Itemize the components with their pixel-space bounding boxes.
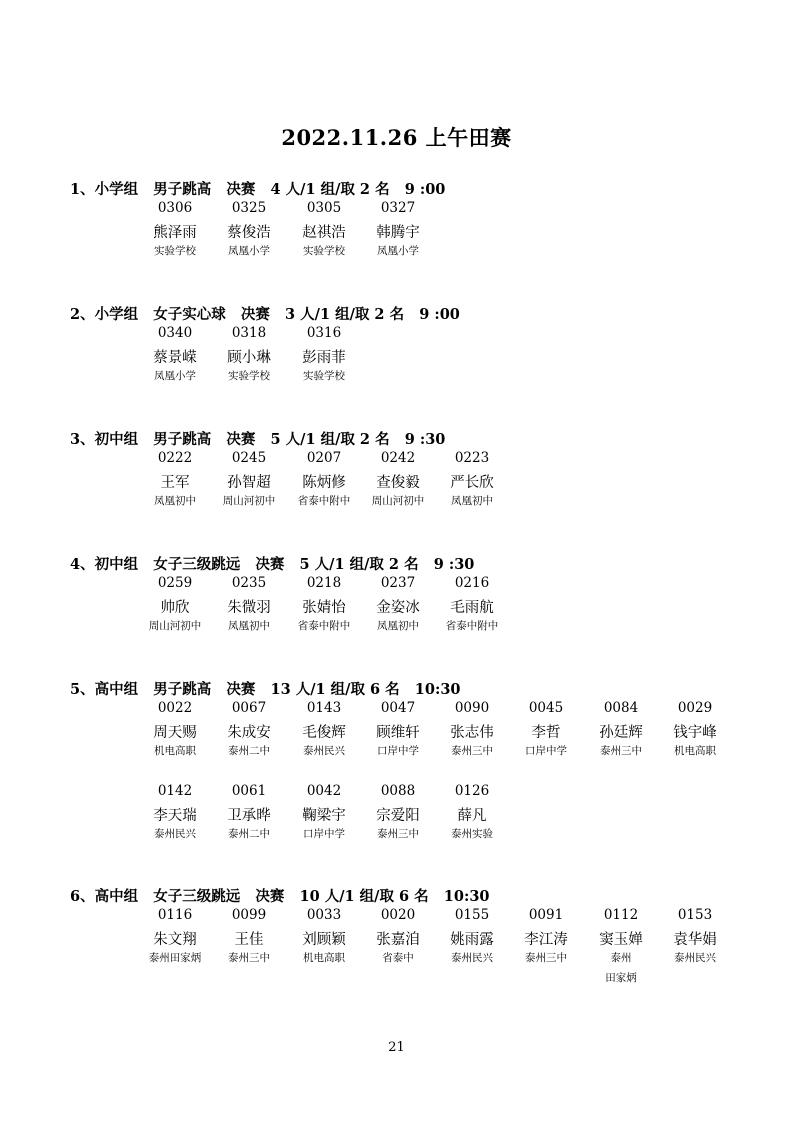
athlete-school: 凤凰小学 [377,245,419,257]
athlete-name: 孙智超 [227,475,271,491]
athlete-code: 0327 [380,200,416,216]
athlete-school: 凤凰小学 [228,245,270,257]
athlete-code: 0099 [231,907,267,923]
event-block [0,885,793,1025]
athlete-code: 0143 [306,700,342,716]
event-block [0,303,793,443]
athlete-code: 0318 [231,325,267,341]
athlete-code: 0116 [157,907,193,923]
athlete-school: 泰州三中 [451,745,493,757]
athlete-school: 省泰中 [382,952,414,964]
page-title: 2022.11.26 上午田赛 [281,125,512,150]
athlete-name: 顾小琳 [227,350,271,366]
athlete-school: 泰州二中 [228,828,270,840]
page-number: 21 [388,1040,405,1055]
athlete-school: 周山河初中 [222,495,276,507]
athlete-name: 姚雨露 [450,932,494,948]
athlete-name: 刘顾颖 [302,932,346,948]
athlete-school: 泰州三中 [228,952,270,964]
athlete-code: 0207 [306,450,342,466]
athlete-name: 孙廷辉 [599,725,643,741]
athlete-name: 朱文翔 [153,932,197,948]
athlete-name: 王军 [160,475,190,491]
athlete-school: 实验学校 [228,370,270,382]
event-block [0,428,793,568]
athlete-school: 口岸中学 [303,828,345,840]
athlete-school: 实验学校 [303,370,345,382]
athlete-code: 0237 [380,575,416,591]
athlete-name: 顾维轩 [376,725,420,741]
athlete-code: 0045 [528,700,564,716]
athlete-code: 0088 [380,783,416,799]
athlete-school: 机电高职 [303,952,345,964]
athlete-code: 0061 [231,783,267,799]
athlete-name: 钱宇峰 [673,725,717,741]
athlete-name: 窦玉婵 [599,932,643,948]
athlete-code: 0022 [157,700,193,716]
athlete-school: 凤凰初中 [228,620,270,632]
athlete-name: 王佳 [234,932,264,948]
athlete-school: 凤凰小学 [154,370,196,382]
athlete-name: 韩腾宇 [376,225,420,241]
athlete-code: 0223 [454,450,490,466]
athlete-school: 泰州三中 [377,828,419,840]
athlete-code: 0235 [231,575,267,591]
athlete-school: 周山河初中 [148,620,202,632]
athlete-code: 0340 [157,325,193,341]
athlete-school: 泰州民兴 [303,745,345,757]
athlete-school: 泰州民兴 [674,952,716,964]
athlete-school: 省泰中附中 [297,495,351,507]
athlete-school: 泰州二中 [228,745,270,757]
athlete-school: 泰州三中 [525,952,567,964]
event-heading: 6、高中组 女子三级跳远 决赛 10 人/1 组/取 6 名 10:30 [70,888,490,905]
athlete-school: 泰州民兴 [154,828,196,840]
athlete-name: 朱微羽 [227,600,271,616]
athlete-code: 0029 [677,700,713,716]
athlete-code: 0126 [454,783,490,799]
athlete-code: 0153 [677,907,713,923]
athlete-name: 蔡俊浩 [227,225,271,241]
athlete-code: 0091 [528,907,564,923]
athlete-code: 0316 [306,325,342,341]
athlete-school: 机电高职 [674,745,716,757]
event-heading: 1、小学组 男子跳高 决赛 4 人/1 组/取 2 名 9 :00 [70,181,446,198]
athlete-code: 0142 [157,783,193,799]
athlete-name: 鞠梁宇 [302,808,346,824]
athlete-name: 李哲 [531,725,561,741]
athlete-school: 凤凰初中 [451,495,493,507]
athlete-name: 陈炳修 [302,475,346,491]
event-block [0,178,793,318]
athlete-name: 蔡景嵘 [153,350,197,366]
athlete-name: 熊泽雨 [153,225,197,241]
athlete-code: 0155 [454,907,490,923]
athlete-name: 帅欣 [160,600,190,616]
athlete-name: 彭雨菲 [302,350,346,366]
athlete-code: 0259 [157,575,193,591]
event-block [0,678,793,840]
athlete-school: 泰州民兴 [451,952,493,964]
event-heading: 5、高中组 男子跳高 决赛 13 人/1 组/取 6 名 10:30 [70,681,461,698]
event-block [0,553,793,693]
athlete-school: 泰州三中 [600,745,642,757]
athlete-school: 泰州实验 [451,828,493,840]
athlete-name: 张婧怡 [302,600,346,616]
athlete-school: 凤凰初中 [154,495,196,507]
athlete-code: 0216 [454,575,490,591]
athlete-school: 泰州 田家炳 [605,952,637,984]
athlete-school: 省泰中附中 [297,620,351,632]
athlete-school: 实验学校 [154,245,196,257]
event-heading: 4、初中组 女子三级跳远 决赛 5 人/1 组/取 2 名 9 :30 [70,556,475,573]
athlete-school: 机电高职 [154,745,196,757]
athlete-code: 0242 [380,450,416,466]
athlete-school: 实验学校 [303,245,345,257]
athlete-name: 朱成安 [227,725,271,741]
athlete-code: 0047 [380,700,416,716]
event-heading: 2、小学组 女子实心球 决赛 3 人/1 组/取 2 名 9 :00 [70,306,460,323]
athlete-school: 泰州田家炳 [148,952,202,964]
athlete-code: 0090 [454,700,490,716]
athlete-name: 毛雨航 [450,600,494,616]
athlete-name: 赵祺浩 [302,225,346,241]
athlete-code: 0218 [306,575,342,591]
athlete-name: 金姿冰 [376,600,420,616]
athlete-code: 0033 [306,907,342,923]
athlete-code: 0020 [380,907,416,923]
athlete-code: 0042 [306,783,342,799]
athlete-name: 毛俊辉 [302,725,346,741]
athlete-name: 袁华娟 [673,932,717,948]
athlete-code: 0245 [231,450,267,466]
athlete-name: 张嘉洎 [376,932,420,948]
athlete-school: 凤凰初中 [377,620,419,632]
athlete-code: 0325 [231,200,267,216]
athlete-code: 0306 [157,200,193,216]
athlete-name: 宗爱阳 [376,808,420,824]
athlete-school: 口岸中学 [525,745,567,757]
athlete-school: 省泰中附中 [445,620,499,632]
athlete-school: 口岸中学 [377,745,419,757]
athlete-name: 张志伟 [450,725,494,741]
athlete-school: 周山河初中 [371,495,425,507]
athlete-code: 0222 [157,450,193,466]
athlete-name: 严长欣 [450,475,494,491]
athlete-code: 0067 [231,700,267,716]
athlete-name: 李天瑞 [153,808,197,824]
athlete-code: 0084 [603,700,639,716]
athlete-code: 0305 [306,200,342,216]
athlete-name: 查俊毅 [376,475,420,491]
event-heading: 3、初中组 男子跳高 决赛 5 人/1 组/取 2 名 9 :30 [70,431,446,448]
athlete-name: 薛凡 [457,808,487,824]
athlete-code: 0112 [603,907,639,923]
athlete-name: 周天赐 [153,725,197,741]
athlete-name: 卫承晔 [227,808,271,824]
athlete-name: 李江涛 [524,932,568,948]
